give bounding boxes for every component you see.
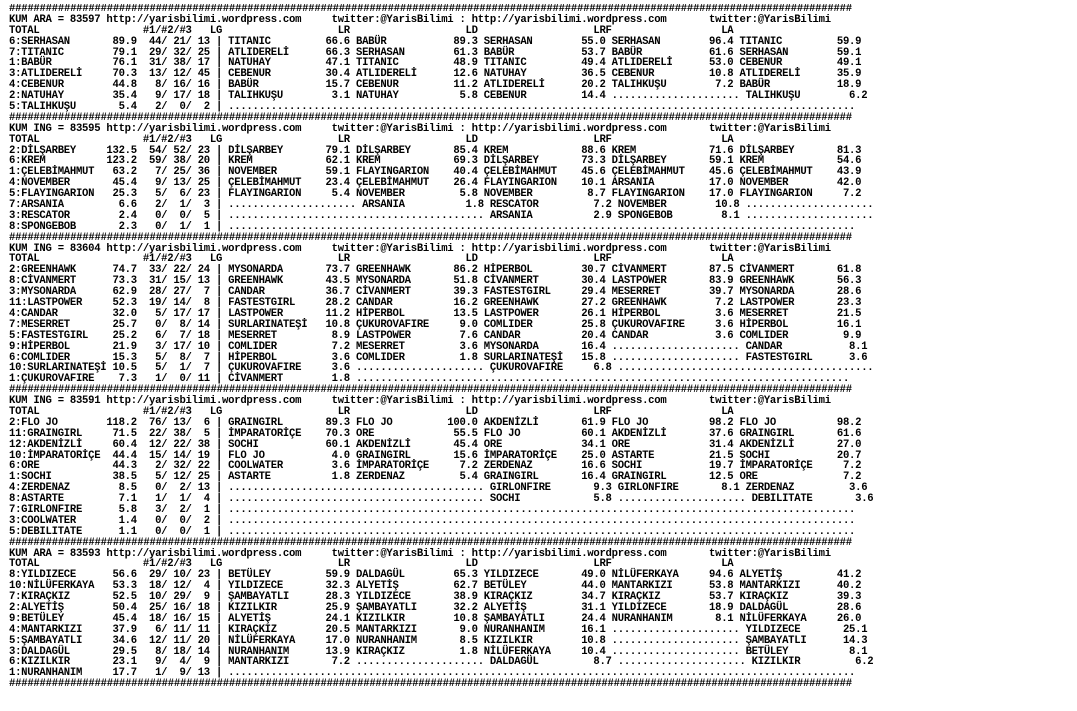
report-line: 3:MYSONARDA 62.9 28/ 27/ 7 | CANDAR 36.7 CİVANMERT 39.3 FASTESTGIRL 29.4 MESERRET 39.7 MYSONARDA 28.6 xyxy=(9,286,862,299)
report-line: 5:FASTESTGIRL 25.2 6/ 7/ 18 | MESERRET 8.9 LASTPOWER 7.6 CANDAR 20.4 CANDAR 3.6 COMLIDER 9.9 xyxy=(9,329,862,342)
report-line: 6:KREM 123.2 59/ 38/ 20 | KREM 62.1 KREM 69.3 DİLŞARBEY 73.3 DİLŞARBEY 59.1 KREM 54.6 xyxy=(9,155,862,168)
report-line: 8:CİVANMERT 73.3 31/ 15/ 13 | GREENHAWK 43.5 MYSONARDA 51.8 CİVANMERT 30.4 LASTPOWER 83.9 GREENHAWK 56.3 xyxy=(9,275,862,288)
report-line: 11:LASTPOWER 52.3 19/ 14/ 8 | FASTESTGIRL 28.2 CANDAR 16.2 GREENHAWK 27.2 GREENHAWK 7.2 LASTPOWER 23.3 xyxy=(9,297,862,310)
separator-line: ########################################################################################################################################## xyxy=(9,536,852,549)
report-line: TOTAL #1/#2/#3 LG LR LD LRF LA xyxy=(9,24,734,37)
report-line: 9:HİPERBOL 21.9 3/ 17/ 10 | COMLIDER 7.2 MESERRET 3.6 MYSONARDA 16.4 ..................... CANDAR 8.1 xyxy=(9,340,868,353)
report-line: 7:KIRAÇKIZ 52.5 10/ 29/ 9 | ŞAMBAYATLI 28.3 YILDIZECE 38.9 KIRAÇKIZ 34.7 KIRAÇKIZ 53.7 KIRAÇKIZ 39.3 xyxy=(9,591,862,604)
report-line: TOTAL #1/#2/#3 LG LR LD LRF LA xyxy=(9,558,734,571)
report-line: 11:GRAINGIRL 71.5 22/ 38/ 5 | İMPARATORİÇE 70.3 ORE 55.5 FLO JO 60.1 AKDENİZLİ 37.6 GRAINGIRL 61.6 xyxy=(9,427,862,440)
report-line: KUM ING = 83604 http://yarisbilimi.wordpress.com twitter:@YarisBilimi : http://yarisbilimi.wordpress.com twitter:@YarisBilimi xyxy=(9,242,831,255)
report-line: 3:COOLWATER 1.4 0/ 0/ 2 | ....................................................................................................... xyxy=(9,514,856,527)
report-line: 3:DALDAGÜL 29.5 8/ 18/ 14 | NURANHANIM 13.9 KIRAÇKIZ 1.8 NİLÜFERKAYA 10.4 ..................... BETÜLEY 8.1 xyxy=(9,645,868,658)
report-line: 3:ATLIDERELİ 70.3 13/ 12/ 45 | CEBENUR 30.4 ATLIDERELİ 12.6 NATUHAY 36.5 CEBENUR 10.8 ATLIDERELİ 35.9 xyxy=(9,68,862,81)
report-line: 9:BETÜLEY 45.4 18/ 16/ 15 | ALYETİŞ 24.1 KIZILKIR 10.8 ŞAMBAYATLI 24.4 NURANHANIM 8.1 NİLÜFERKAYA 26.0 xyxy=(9,612,862,625)
report-line: 2:FLO JO 118.2 76/ 13/ 6 | GRAINGIRL 89.3 FLO JO 100.0 AKDENİZLİ 61.9 FLO JO 98.2 FLO JO 98.2 xyxy=(9,416,862,429)
separator-line: ########################################################################################################################################## xyxy=(9,231,852,244)
report-line: 10:İMPARATORİÇE 44.4 15/ 14/ 19 | FLO JO 4.0 GRAINGIRL 15.6 İMPARATORİÇE 25.0 ASTARTE 21.5 SOCHI 20.7 xyxy=(9,449,862,462)
separator-line: ########################################################################################################################################## xyxy=(9,678,852,691)
report-line: 3:RESCATOR 2.4 0/ 0/ 5 | .......................................... ARSANIA 2.9 SPONGEBOB 8.1 ..................... xyxy=(9,209,874,222)
report-line: 10:SURLARINATEŞİ 10.5 5/ 1/ 7 | ÇUKUROVAFIRE 3.6 ..................... ÇUKUROVAFIRE 6.8 .......................................... xyxy=(9,362,874,375)
report-line: 1:NURANHANIM 17.7 1/ 9/ 13 | ....................................................................................................... xyxy=(9,667,856,680)
report-line: 7:GIRLONFIRE 5.8 3/ 2/ 1 | ....................................................................................................... xyxy=(9,503,856,516)
report-line: 4:CANDAR 32.0 5/ 17/ 17 | LASTPOWER 11.2 HİPERBOL 13.5 LASTPOWER 26.1 HİPERBOL 3.6 MESERRET 21.5 xyxy=(9,307,862,320)
report-line: 4:NOVEMBER 45.4 9/ 13/ 25 | ÇELEBİMAHMUT 23.4 ÇELEBİMAHMUT 26.4 FLAYINGARION 10.1 ARSANIA 17.0 NOVEMBER 42.0 xyxy=(9,177,862,190)
report-line: 5:ŞAMBAYATLI 34.6 12/ 11/ 20 | NİLÜFERKAYA 17.0 NURANHANIM 8.5 KIZILKIR 10.8 ..................... ŞAMBAYATLI 14.3 xyxy=(9,634,868,647)
report-line: 1:ÇELEBİMAHMUT 63.2 7/ 25/ 36 | NOVEMBER 59.1 FLAYINGARION 40.4 ÇELEBİMAHMUT 45.6 ÇELEBİMAHMUT 45.6 ÇELEBİMAHMUT 43.9 xyxy=(9,166,862,179)
report-line: 7:ARSANIA 6.6 2/ 1/ 3 | ..................... ARSANIA 1.8 RESCATOR 7.2 NOVEMBER 10.8 ..................... xyxy=(9,199,874,212)
report-line: 5:FLAYINGARION 25.3 5/ 6/ 23 | FLAYINGARION 5.4 NOVEMBER 5.8 NOVEMBER 8.7 FLAYINGARION 17.0 FLAYINGARION 7.2 xyxy=(9,188,862,201)
report-line: 8:SPONGEBOB 2.3 0/ 1/ 1 | ....................................................................................................... xyxy=(9,220,856,233)
report-line: 4:CEBENUR 44.8 8/ 16/ 16 | BABÜR 15.7 CEBENUR 11.2 ATLIDERELİ 20.2 TALIHKUŞU 7.2 BABÜR 18.9 xyxy=(9,79,862,92)
report-line: 7:MESERRET 25.7 0/ 8/ 14 | SURLARINATEŞİ 10.8 ÇUKUROVAFIRE 9.0 COMLIDER 25.8 ÇUKUROVAFIRE 3.6 HİPERBOL 16.1 xyxy=(9,318,862,331)
report-line: TOTAL #1/#2/#3 LG LR LD LRF LA xyxy=(9,133,734,146)
report-line: 1:SOCHI 38.5 5/ 12/ 25 | ASTARTE 1.8 ZERDENAZ 5.4 GRAINGIRL 16.4 GRAINGIRL 12.5 ORE 7.2 xyxy=(9,471,862,484)
report-line: 2:NATUHAY 35.4 9/ 17/ 18 | TALIHKUŞU 3.1 NATUHAY 5.8 CEBENUR 14.4 ..................... TALIHKUŞU 6.2 xyxy=(9,90,868,103)
report-line: TOTAL #1/#2/#3 LG LR LD LRF LA xyxy=(9,405,734,418)
report-line: 10:NİLÜFERKAYA 53.3 18/ 12/ 4 | YILDIZECE 32.3 ALYETİŞ 62.7 BETÜLEY 44.0 MANTARKIZI 53.8 MANTARKIZI 40.2 xyxy=(9,580,862,593)
report-line: 6:KIZILKIR 23.1 9/ 4/ 9 | MANTARKIZI 7.2 ..................... DALDAGÜL 8.7 ..................... KIZILKIR 6.2 xyxy=(9,656,874,669)
report-line: 4:ZERDENAZ 8.5 0/ 2/ 13 | .......................................... GIRLONFIRE 9.3 GIRLONFIRE 8.1 ZERDENAZ 3.6 xyxy=(9,482,868,495)
report-line: 1:ÇUKUROVAFIRE 7.3 1/ 0/ 11 | CİVANMERT 1.8 ................................................................................. xyxy=(9,373,850,386)
report-line: 5:TALIHKUŞU 5.4 2/ 0/ 2 | ....................................................................................................... xyxy=(9,101,856,114)
report-line: 1:BABÜR 76.1 31/ 38/ 17 | NATUHAY 47.1 TITANIC 48.9 TITANIC 49.4 ATLIDERELİ 53.0 CEBENUR 49.1 xyxy=(9,57,862,70)
report-line: 2:GREENHAWK 74.7 33/ 22/ 24 | MYSONARDA 73.7 GREENHAWK 86.2 HİPERBOL 30.7 CİVANMERT 87.5 CİVANMERT 61.8 xyxy=(9,264,862,277)
report-line: 2:DİLŞARBEY 132.5 54/ 52/ 23 | DİLŞARBEY 79.1 DİLŞARBEY 85.4 KREM 88.6 KREM 71.6 DİLŞARBEY 81.3 xyxy=(9,144,862,157)
report-line: 6:COMLIDER 15.3 5/ 8/ 7 | HİPERBOL 3.6 COMLIDER 1.8 SURLARINATEŞİ 15.8 ..................... FASTESTGIRL 3.6 xyxy=(9,351,868,364)
report-line: 7:TITANIC 79.1 29/ 32/ 25 | ATLIDERELİ 66.3 SERHASAN 61.3 BABÜR 53.7 BABÜR 61.6 SERHASAN 59.1 xyxy=(9,46,862,59)
race-stats-text-report xyxy=(9,4,1073,708)
report-line: 5:DEBILITATE 1.1 0/ 0/ 1 | ....................................................................................................... xyxy=(9,525,856,538)
report-line: TOTAL #1/#2/#3 LG LR LD LRF LA xyxy=(9,253,734,266)
separator-line: ########################################################################################################################################## xyxy=(9,384,852,397)
report-line: 8:YILDIZECE 56.6 29/ 10/ 23 | BETÜLEY 59.9 DALDAGÜL 65.3 YILDIZECE 49.0 NİLÜFERKAYA 94.6 ALYETİŞ 41.2 xyxy=(9,569,862,582)
report-line: 6:ORE 44.3 2/ 32/ 22 | COOLWATER 3.6 İMPARATORİÇE 7.2 ZERDENAZ 16.6 SOCHI 19.7 İMPARATORİÇE 7.2 xyxy=(9,460,862,473)
report-line: KUM ING = 83591 http://yarisbilimi.wordpress.com twitter:@YarisBilimi : http://yarisbilimi.wordpress.com twitter:@YarisBilimi xyxy=(9,395,831,408)
report-line: 8:ASTARTE 7.1 1/ 1/ 4 | .......................................... SOCHI 5.8 ..................... DEBILITATE 3.6 xyxy=(9,493,874,506)
report-line: KUM ARA = 83597 http://yarisbilimi.wordpress.com twitter:@YarisBilimi : http://yarisbilimi.wordpress.com twitter:@YarisBilimi xyxy=(9,13,831,26)
report-line: 12:AKDENİZLİ 60.4 12/ 22/ 38 | SOCHI 60.1 AKDENİZLİ 45.4 ORE 34.1 ORE 31.4 AKDENİZLİ 27.0 xyxy=(9,438,862,451)
report-line: 2:ALYETİŞ 50.4 25/ 16/ 18 | KIZILKIR 25.9 ŞAMBAYATLI 32.2 ALYETİŞ 31.1 YILDIZECE 18.9 DALDAGÜL 28.6 xyxy=(9,601,862,614)
report-line: 4:MANTARKIZI 37.9 6/ 11/ 11 | KIRAÇKIZ 20.5 MANTARKIZI 9.0 NURANHANIM 16.1 ..................... YILDIZECE 25.1 xyxy=(9,623,868,636)
report-line: KUM ING = 83595 http://yarisbilimi.wordpress.com twitter:@YarisBilimi : http://yarisbilimi.wordpress.com twitter:@YarisBilimi xyxy=(9,122,831,135)
separator-line: ########################################################################################################################################## xyxy=(9,4,852,15)
report-line: 6:SERHASAN 89.9 44/ 21/ 13 | TITANIC 66.6 BABÜR 89.3 SERHASAN 55.0 SERHASAN 96.4 TITANIC 59.9 xyxy=(9,35,862,48)
report-line: KUM ARA = 83593 http://yarisbilimi.wordpress.com twitter:@YarisBilimi : http://yarisbilimi.wordpress.com twitter:@YarisBilimi xyxy=(9,547,831,560)
separator-line: ########################################################################################################################################## xyxy=(9,111,852,124)
